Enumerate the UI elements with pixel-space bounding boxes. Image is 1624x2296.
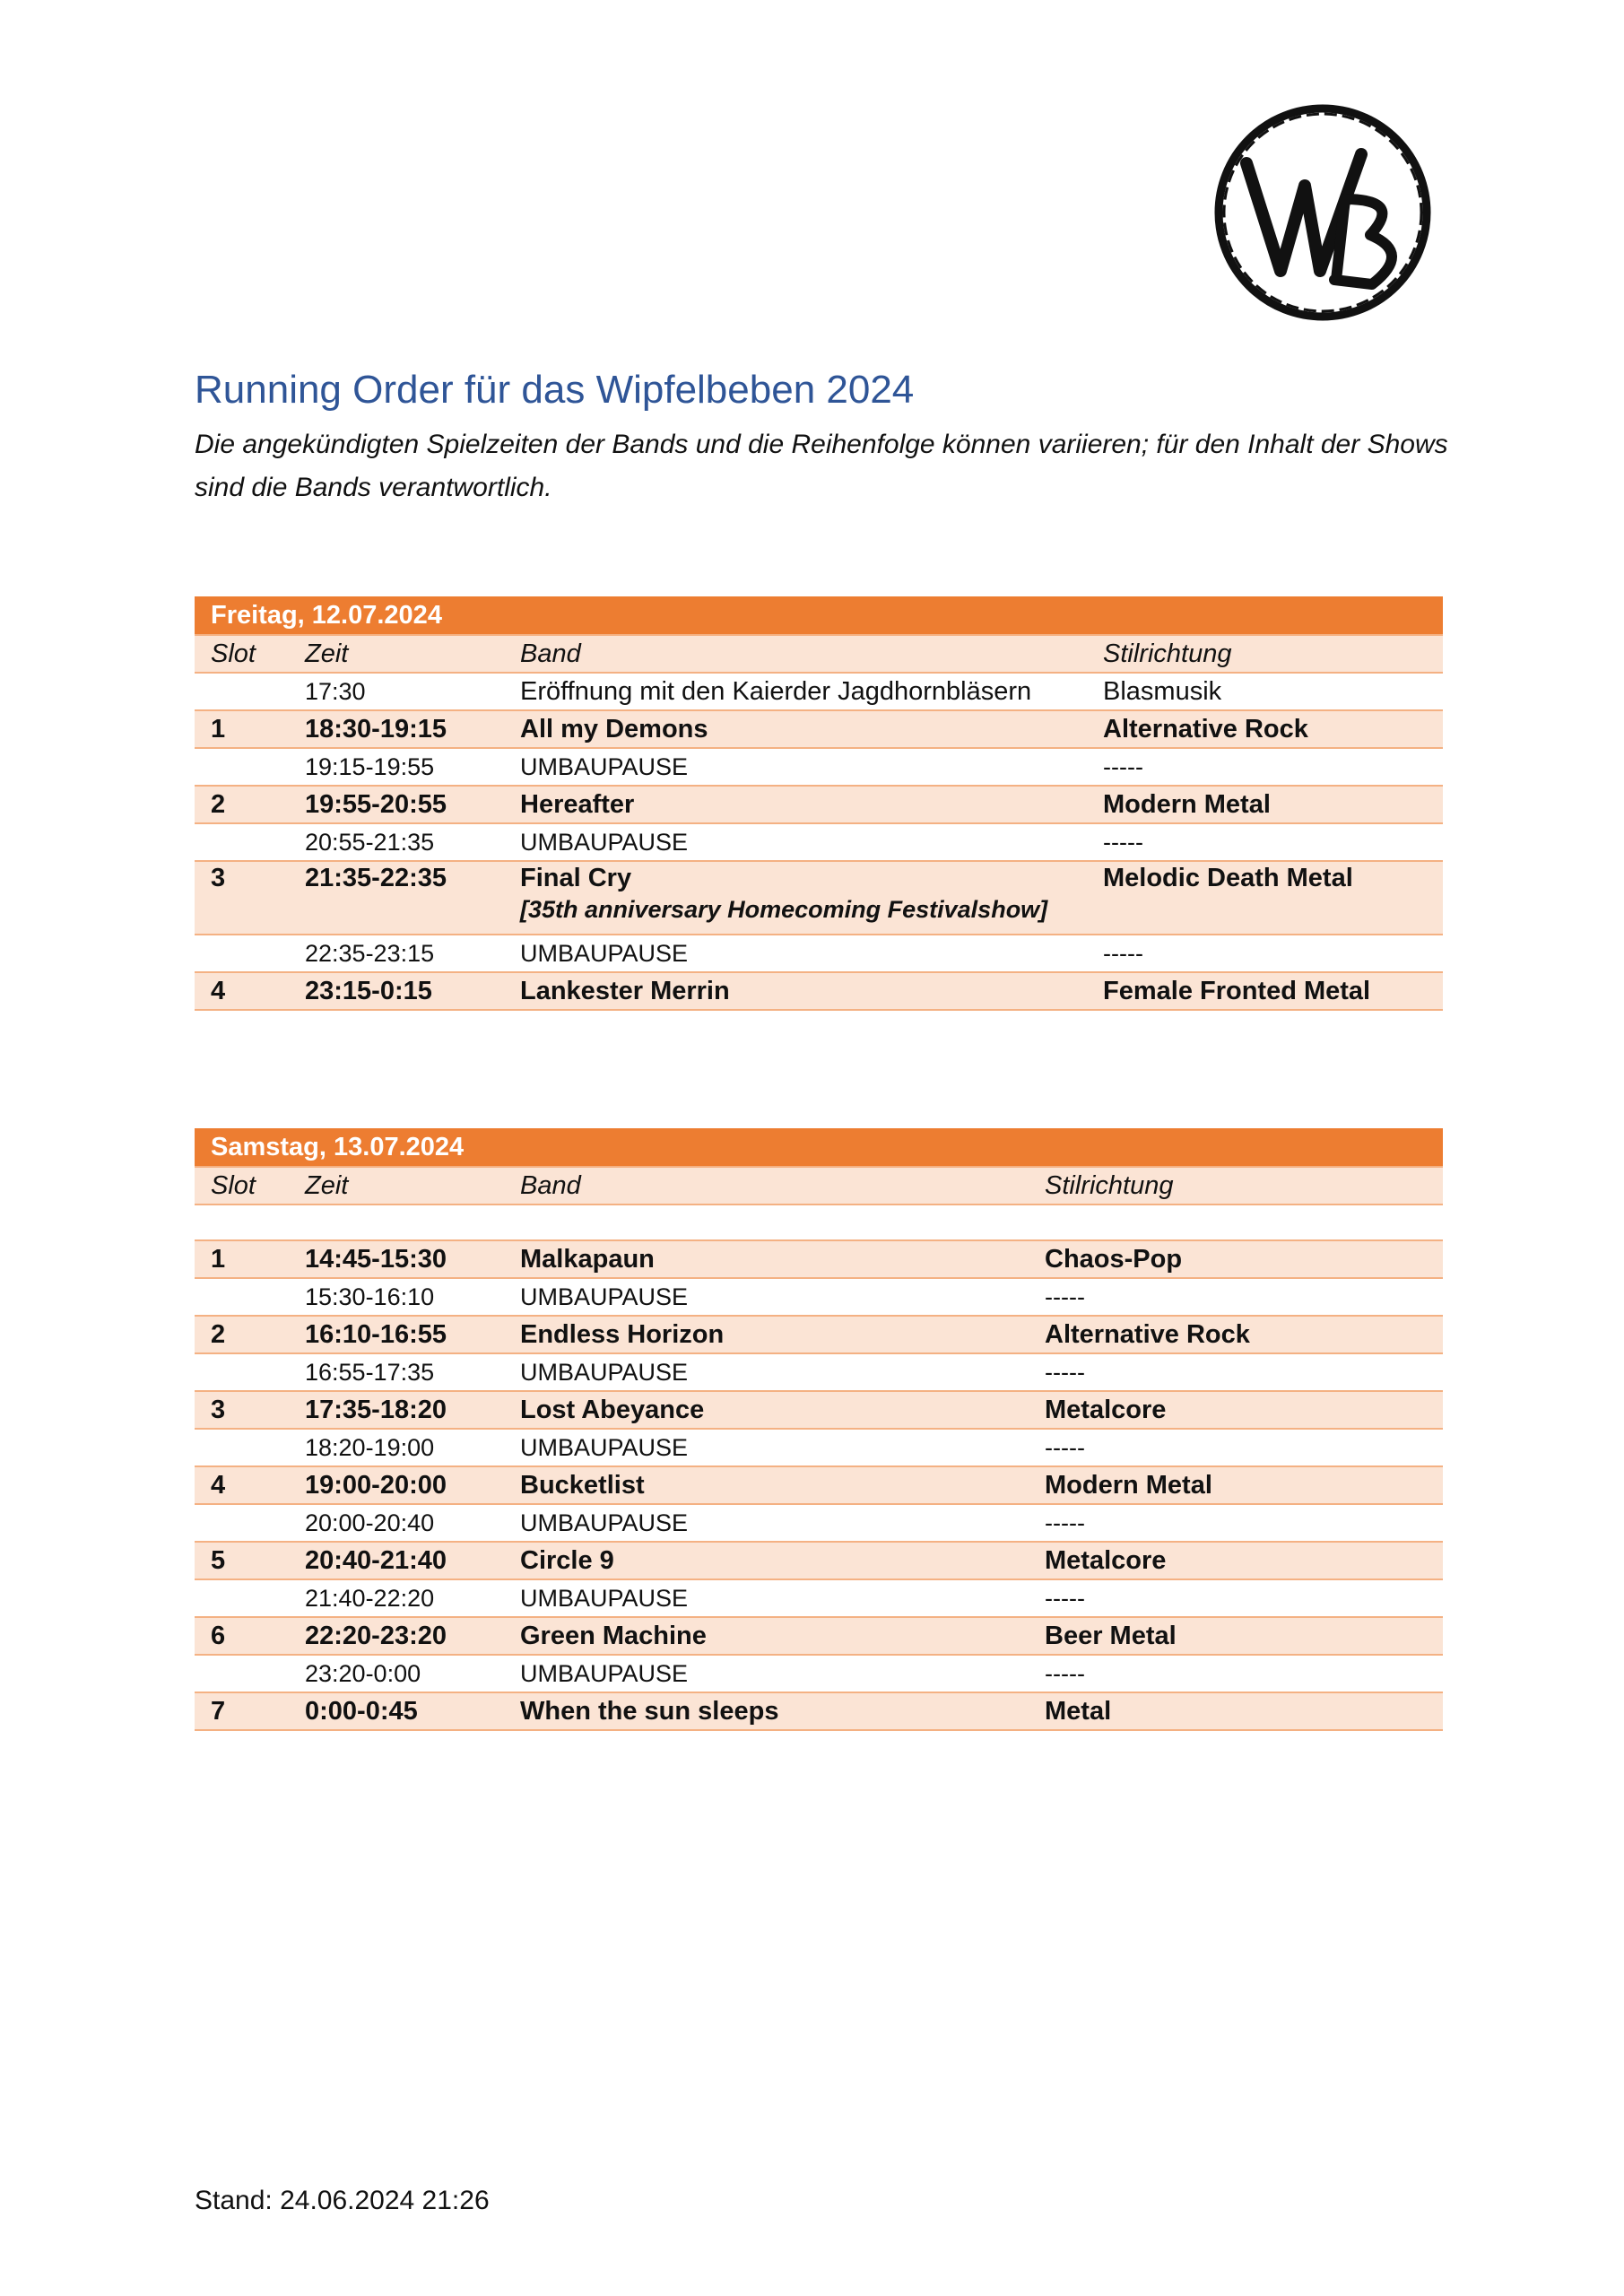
band-cell: Lost Abeyance [504,1391,1029,1429]
genre-cell: Alternative Rock [1029,1316,1443,1353]
genre-cell: ----- [1029,1579,1443,1617]
band-cell: UMBAUPAUSE [504,823,1087,861]
band-cell: Circle 9 [504,1542,1029,1579]
genre-cell: ----- [1029,1655,1443,1692]
table-row [195,1655,1443,1692]
day-header: Samstag, 13.07.2024 [195,1128,1443,1167]
band-cell: Malkapaun [504,1240,1029,1278]
band-cell: Eröffnung mit den Kaierder Jagdhornbläsern [504,673,1087,710]
slot-cell [195,1579,289,1617]
table-row [195,673,1443,710]
slot-cell: 1 [195,710,289,748]
slot-cell: 3 [195,861,289,935]
genre-cell: ----- [1029,1353,1443,1391]
time-cell: 22:20-23:20 [289,1617,504,1655]
time-cell: 20:40-21:40 [289,1542,504,1579]
band-cell: Endless Horizon [504,1316,1029,1353]
time-cell: 15:30-16:10 [289,1278,504,1316]
page-title: Running Order für das Wipfelbeben 2024 [195,368,915,412]
genre-cell: Melodic Death Metal [1087,861,1443,935]
band-cell: Bucketlist [504,1466,1029,1504]
genre-cell: Metal [1029,1692,1443,1730]
col-stil: Stilrichtung [1029,1167,1443,1205]
slot-cell [195,1353,289,1391]
time-cell: 16:10-16:55 [289,1316,504,1353]
table-row [195,710,1443,748]
genre-cell: ----- [1029,1504,1443,1542]
genre-cell: Modern Metal [1087,786,1443,823]
time-cell: 18:20-19:00 [289,1429,504,1466]
table-row [195,1504,1443,1542]
band-cell: When the sun sleeps [504,1692,1029,1730]
time-cell: 16:55-17:35 [289,1353,504,1391]
genre-cell: ----- [1087,748,1443,786]
slot-cell: 6 [195,1617,289,1655]
band-cell: Lankester Merrin [504,972,1087,1010]
genre-cell: Metalcore [1029,1391,1443,1429]
day-header-row [195,1128,1443,1167]
time-cell: 18:30-19:15 [289,710,504,748]
band-name: Final Cry [520,864,632,892]
time-cell: 23:15-0:15 [289,972,504,1010]
band-cell: UMBAUPAUSE [504,1655,1029,1692]
time-cell: 19:55-20:55 [289,786,504,823]
time-cell: 20:55-21:35 [289,823,504,861]
col-zeit: Zeit [289,635,504,673]
time-cell: 22:35-23:15 [289,935,504,972]
column-header-row [195,635,1443,673]
table-row [195,786,1443,823]
table-row [195,1353,1443,1391]
slot-cell [195,1504,289,1542]
slot-cell [195,1429,289,1466]
table-row [195,1466,1443,1504]
slot-cell [195,935,289,972]
column-header-row [195,1167,1443,1205]
wb-logo-icon [1211,100,1435,325]
slot-cell [195,823,289,861]
slot-cell: 5 [195,1542,289,1579]
col-zeit: Zeit [289,1167,504,1205]
time-cell: 21:40-22:20 [289,1579,504,1617]
genre-cell: ----- [1087,823,1443,861]
band-cell: All my Demons [504,710,1087,748]
empty-row [195,1205,1443,1240]
slot-cell: 1 [195,1240,289,1278]
friday-schedule-table [195,596,1443,1011]
col-stil: Stilrichtung [1087,635,1443,673]
col-band: Band [504,1167,1029,1205]
slot-cell [195,1655,289,1692]
table-row [195,1391,1443,1429]
genre-cell: Alternative Rock [1087,710,1443,748]
table-row [195,1692,1443,1730]
slot-cell [195,748,289,786]
table-row [195,1617,1443,1655]
empty-cell [195,1205,1443,1240]
time-cell: 21:35-22:35 [289,861,504,935]
table-row [195,748,1443,786]
saturday-schedule-table [195,1128,1443,1731]
time-cell: 17:35-18:20 [289,1391,504,1429]
genre-cell: ----- [1029,1278,1443,1316]
slot-cell: 4 [195,972,289,1010]
slot-cell: 4 [195,1466,289,1504]
col-slot: Slot [195,1167,289,1205]
table-row [195,1429,1443,1466]
table-row [195,935,1443,972]
table-row [195,1240,1443,1278]
table-row [195,972,1443,1010]
stand-timestamp: Stand: 24.06.2024 21:26 [195,2186,490,2215]
band-cell: UMBAUPAUSE [504,1579,1029,1617]
genre-cell: Metalcore [1029,1542,1443,1579]
band-cell: UMBAUPAUSE [504,1429,1029,1466]
table-row [195,1542,1443,1579]
slot-cell: 2 [195,1316,289,1353]
band-cell [504,861,1087,935]
time-cell: 19:00-20:00 [289,1466,504,1504]
col-band: Band [504,635,1087,673]
col-slot: Slot [195,635,289,673]
genre-cell: Blasmusik [1087,673,1443,710]
band-cell: UMBAUPAUSE [504,1504,1029,1542]
time-cell: 17:30 [289,673,504,710]
slot-cell [195,673,289,710]
table-row [195,823,1443,861]
band-annotation: [35th anniversary Homecoming Festivalshow] [520,896,1048,923]
time-cell: 0:00-0:45 [289,1692,504,1730]
genre-cell: ----- [1087,935,1443,972]
slot-cell: 7 [195,1692,289,1730]
table-row [195,1278,1443,1316]
genre-cell: Female Fronted Metal [1087,972,1443,1010]
band-cell: UMBAUPAUSE [504,935,1087,972]
table-row [195,1579,1443,1617]
band-cell: UMBAUPAUSE [504,748,1087,786]
band-cell: UMBAUPAUSE [504,1353,1029,1391]
table-row [195,861,1443,935]
time-cell: 23:20-0:00 [289,1655,504,1692]
genre-cell: Modern Metal [1029,1466,1443,1504]
time-cell: 19:15-19:55 [289,748,504,786]
genre-cell: ----- [1029,1429,1443,1466]
slot-cell: 3 [195,1391,289,1429]
time-cell: 20:00-20:40 [289,1504,504,1542]
slot-cell: 2 [195,786,289,823]
day-header: Freitag, 12.07.2024 [195,596,1443,635]
band-cell: Hereafter [504,786,1087,823]
band-cell: Green Machine [504,1617,1029,1655]
slot-cell [195,1278,289,1316]
time-cell: 14:45-15:30 [289,1240,504,1278]
day-header-row [195,596,1443,635]
table-row [195,1316,1443,1353]
genre-cell: Beer Metal [1029,1617,1443,1655]
page-subtitle: Die angekündigten Spielzeiten der Bands und die Reihenfolge können variieren; für den Inhalt der Shows sind die Bands verantwortlich. [195,430,1448,502]
genre-cell: Chaos-Pop [1029,1240,1443,1278]
band-cell: UMBAUPAUSE [504,1278,1029,1316]
